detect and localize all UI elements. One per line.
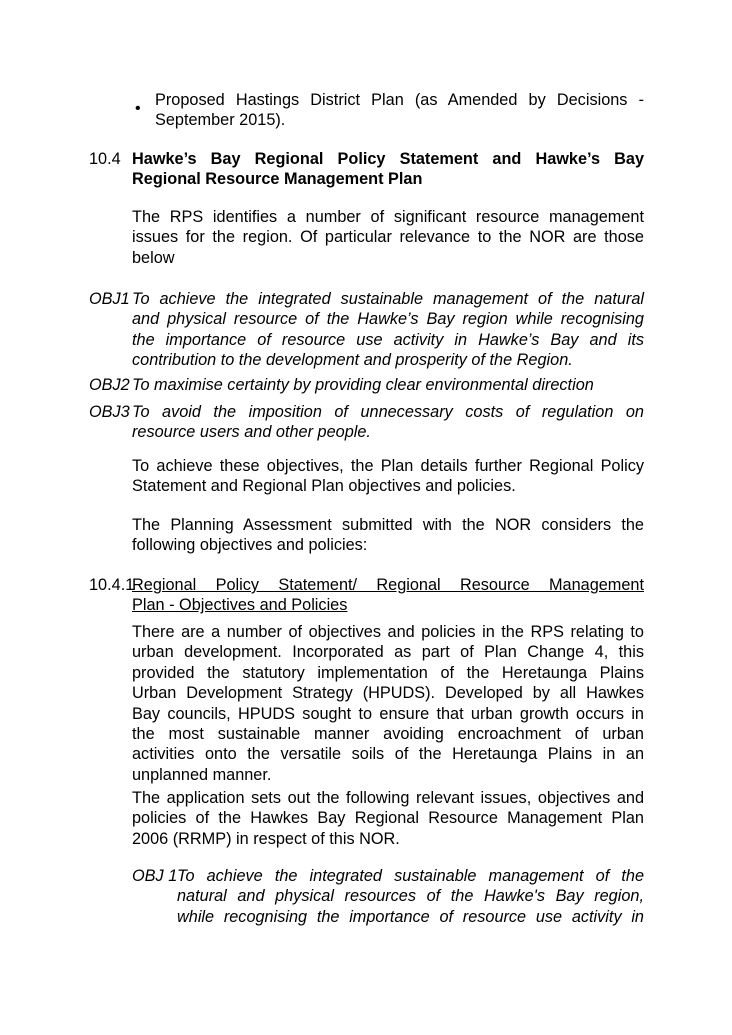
rrmp-objective-label: OBJ 1 — [132, 867, 178, 885]
bullet-item-text — [155, 90, 644, 131]
urban-line-8: unplanned manner. — [132, 765, 272, 784]
rrmp-objective-text — [177, 866, 644, 927]
achieve-line-2: Statement and Regional Plan objectives and policies. — [132, 477, 516, 496]
obj3-line-2: resource users and other people. — [132, 423, 371, 442]
section-title-line-1: Hawke’s Bay Regional Policy Statement and Hawke’s Bay — [132, 150, 644, 168]
objective-label-obj1: OBJ1 — [89, 290, 130, 308]
obj1-line-1: To achieve the integrated sustainable management of the natural — [132, 290, 644, 308]
achieve-objectives-paragraph — [132, 456, 644, 497]
urban-line-1: There are a number of objectives and policies in the RPS relating to — [132, 623, 644, 641]
application-line-1: The application sets out the following relevant issues, objectives and — [132, 789, 644, 807]
urban-line-7: activities onto the versatile soils of the Heretaunga Plains in an — [132, 745, 644, 764]
urban-line-6: the most sustainable manner avoiding encroachment of urban — [132, 725, 644, 744]
subsection-title — [132, 575, 644, 616]
obj3-line-1: To avoid the imposition of unnecessary costs of regulation on — [132, 403, 644, 421]
objective-text-obj1 — [132, 289, 644, 371]
application-line-2: policies of the Hawkes Bay Regional Resource Management Plan — [132, 809, 644, 828]
bullet-line-1: Proposed Hastings District Plan (as Amended by Decisions - — [155, 91, 644, 109]
urban-line-2: urban development. Incorporated as part of Plan Change 4, this — [132, 643, 644, 662]
urban-line-3: provided the statutory implementation of the Heretaunga Plains — [132, 663, 644, 682]
subsection-title-line-2: Plan - Objectives and Policies — [132, 596, 348, 615]
objective-label-obj3: OBJ3 — [89, 403, 130, 421]
application-line-3: 2006 (RRMP) in respect of this NOR. — [132, 829, 400, 848]
intro-line-3: below — [132, 248, 175, 267]
achieve-line-1: To achieve these objectives, the Plan details further Regional Policy — [132, 457, 644, 475]
rrmp-obj-line-1: To achieve the integrated sustainable management of the — [177, 867, 644, 885]
rrmp-obj-line-2: natural and physical resources of the Hawke's Bay region, — [177, 887, 644, 906]
rrmp-obj-line-3: while recognising the importance of resource use activity in — [177, 907, 644, 926]
subsection-title-line-1: Regional Policy Statement/ Regional Resource Management — [132, 576, 644, 594]
assessment-line-2: following objectives and policies: — [132, 536, 368, 555]
section-title — [132, 149, 644, 190]
bullet-symbol: • — [135, 100, 141, 117]
intro-paragraph — [132, 207, 644, 268]
assessment-line-1: The Planning Assessment submitted with the NOR considers the — [132, 516, 644, 534]
objective-text-obj3 — [132, 402, 644, 443]
obj2-line-1: To maximise certainty by providing clear environmental direction — [132, 376, 594, 394]
intro-line-2: issues for the region. Of particular relevance to the NOR are those — [132, 228, 644, 247]
intro-line-1: The RPS identifies a number of significant resource management — [132, 208, 644, 226]
section-title-line-2: Regional Resource Management Plan — [132, 170, 423, 189]
objective-text-obj2 — [132, 375, 644, 395]
urban-line-4: Urban Development Strategy (HPUDS). Developed by all Hawkes — [132, 684, 644, 703]
planning-assessment-paragraph — [132, 515, 644, 556]
objective-label-obj2: OBJ2 — [89, 376, 130, 394]
section-number: 10.4 — [89, 150, 121, 168]
bullet-line-2: September 2015). — [155, 111, 286, 130]
urban-line-5: Bay councils, HPUDS sought to ensure that urban growth occurs in — [132, 704, 644, 723]
application-paragraph — [132, 788, 644, 849]
urban-development-paragraph — [132, 622, 644, 785]
obj1-line-4: contribution to the development and prosperity of the Region. — [132, 351, 573, 370]
obj1-line-3: the importance of resource use activity in Hawke’s Bay and its — [132, 330, 644, 349]
obj1-line-2: and physical resource of the Hawke’s Bay region while recognising — [132, 310, 644, 329]
subsection-number: 10.4.1 — [89, 576, 135, 594]
